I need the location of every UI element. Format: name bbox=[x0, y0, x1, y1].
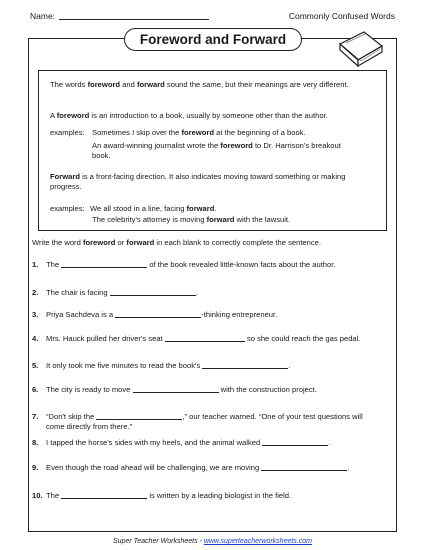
question-3: 3. Priya Sachdeva is a -thinking entrepreneur. bbox=[32, 310, 278, 319]
footer: Super Teacher Worksheets - www.superteacherworksheets.com bbox=[113, 538, 312, 545]
topic-label: Commonly Confused Words bbox=[288, 11, 395, 21]
question-8: 8. I tapped the horse's sides with my heels, and the animal walked . bbox=[32, 438, 331, 447]
question-6: 6. The city is ready to move with the construction project. bbox=[32, 385, 317, 394]
directions: Write the word foreword or forward in each blank to correctly complete the sentence. bbox=[32, 238, 322, 247]
footer-link[interactable]: www.superteacherworksheets.com bbox=[203, 538, 312, 545]
answer-blank[interactable] bbox=[61, 267, 147, 268]
answer-blank[interactable] bbox=[202, 368, 288, 369]
answer-blank[interactable] bbox=[96, 419, 182, 420]
book-icon bbox=[334, 24, 386, 72]
name-line[interactable] bbox=[59, 19, 209, 20]
question-10: 10. The is written by a leading biologist in the field. bbox=[32, 491, 292, 500]
answer-blank[interactable] bbox=[262, 445, 328, 446]
answer-blank[interactable] bbox=[115, 317, 201, 318]
foreword-example-1: Sometimes I skip over the foreword at the beginning of a book. bbox=[92, 128, 306, 137]
page-title: Foreword and Forward bbox=[124, 28, 302, 51]
question-5: 5. It only took me five minutes to read the book's . bbox=[32, 361, 291, 370]
answer-blank[interactable] bbox=[61, 498, 147, 499]
name-label: Name: bbox=[30, 11, 209, 21]
question-9: 9. Even though the road ahead will be challenging, we are moving . bbox=[32, 463, 350, 472]
question-1: 1. The of the book revealed little-known facts about the author. bbox=[32, 260, 336, 269]
answer-blank[interactable] bbox=[261, 470, 347, 471]
forward-example-1: We all stood in a line, facing forward. bbox=[90, 204, 217, 213]
question-4: 4. Mrs. Hauck pulled her driver's seat so she could reach the gas pedal. bbox=[32, 334, 361, 343]
examples-label-2: examples: bbox=[50, 204, 85, 213]
answer-blank[interactable] bbox=[133, 392, 219, 393]
question-7: 7. “Don't skip the ,” our teacher warned. “One of your test questions will come directly from there.” bbox=[32, 412, 363, 431]
foreword-definition: A foreword is an introduction to a book, usually by someone other than the author. bbox=[50, 111, 328, 120]
answer-blank[interactable] bbox=[165, 341, 245, 342]
examples-label: examples: bbox=[50, 128, 85, 137]
foreword-example-2: An award-winning journalist wrote the foreword to Dr. Harrison's breakout book. bbox=[92, 141, 341, 160]
answer-blank[interactable] bbox=[110, 295, 196, 296]
intro-text: The words foreword and forward sound the same, but their meanings are very different. bbox=[50, 80, 349, 89]
forward-example-2: The celebrity's attorney is moving forward with the lawsuit. bbox=[92, 215, 291, 224]
forward-definition: Forward is a front-facing direction. It also indicates moving toward something or making progress. bbox=[50, 172, 346, 191]
question-2: 2. The chair is facing . bbox=[32, 288, 198, 297]
